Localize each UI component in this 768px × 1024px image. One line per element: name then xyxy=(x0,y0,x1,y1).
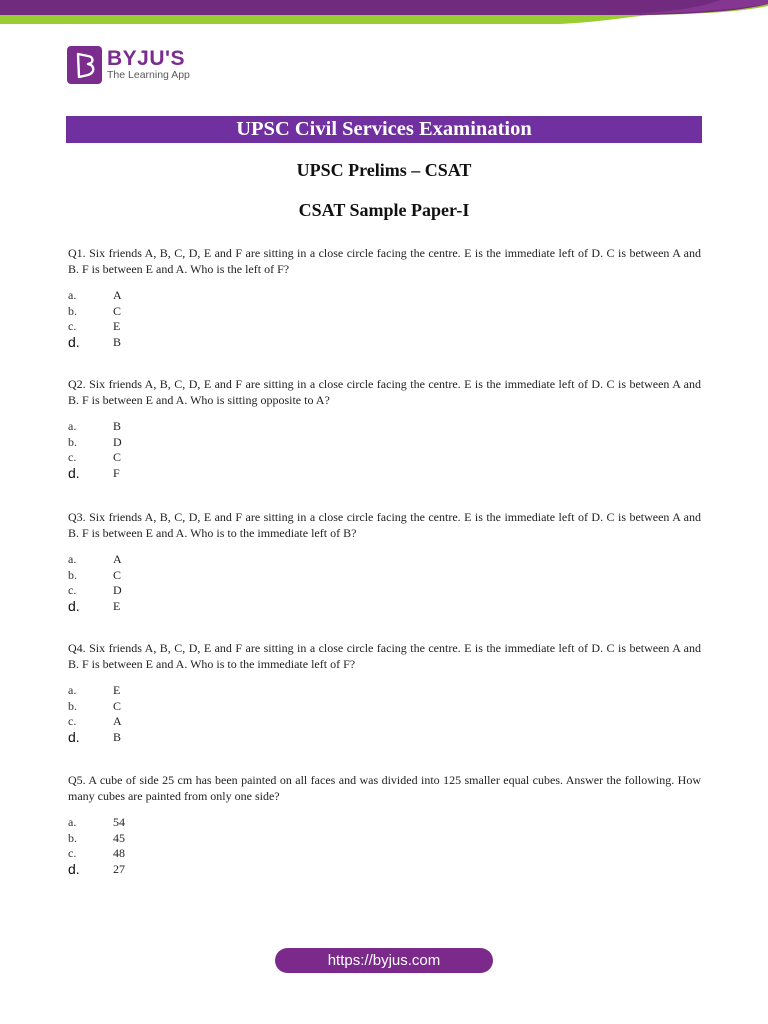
option-c xyxy=(68,846,701,862)
option-letter: d. xyxy=(68,334,80,351)
option-letter: b. xyxy=(68,303,77,318)
option-letter: d. xyxy=(68,465,80,482)
option-letter: b. xyxy=(68,698,77,713)
brand-name: BYJU'S xyxy=(107,46,186,70)
question-4 xyxy=(68,641,701,745)
paper-subtitle: UPSC Prelims – CSAT xyxy=(296,160,472,180)
question-text: Q5. A cube of side 25 cm has been painted on all faces and was divided into 125 smaller equal cubes. Answer the following. How many cubes are painted from only one side? xyxy=(68,773,701,803)
question-2 xyxy=(68,377,701,481)
option-a xyxy=(68,419,701,435)
options-list xyxy=(68,683,701,745)
option-b xyxy=(68,568,701,584)
question-text: Q1. Six friends A, B, C, D, E and F are sitting in a close circle facing the centre. E is the immediate left of D. C is between A and B. F is between E and A. Who is the left of F? xyxy=(68,246,701,276)
option-value: F xyxy=(113,465,120,480)
options-list xyxy=(68,288,701,350)
option-d xyxy=(68,335,701,351)
option-c xyxy=(68,583,701,599)
option-value: E xyxy=(113,598,121,613)
option-letter: c. xyxy=(68,846,77,861)
question-text: Q2. Six friends A, B, C, D, E and F are sitting in a close circle facing the centre. E is the immediate left of D. C is between A and B. F is between E and A. Who is sitting opposite to A? xyxy=(68,377,701,407)
option-value: C xyxy=(113,303,122,318)
option-b xyxy=(68,435,701,451)
option-letter: b. xyxy=(68,830,77,845)
option-value: 48 xyxy=(113,846,125,861)
option-b xyxy=(68,831,701,847)
option-a xyxy=(68,815,701,831)
option-value: C xyxy=(113,567,122,582)
options-list xyxy=(68,815,701,877)
option-letter: b. xyxy=(68,434,77,449)
option-letter: a. xyxy=(68,288,77,303)
footer-url: https://byjus.com xyxy=(327,952,441,969)
exam-title-bar xyxy=(66,116,702,143)
option-value: A xyxy=(113,714,122,729)
option-letter: c. xyxy=(68,714,77,729)
option-b xyxy=(68,699,701,715)
option-letter: a. xyxy=(68,552,77,567)
option-d xyxy=(68,466,701,482)
option-letter: a. xyxy=(68,419,77,434)
option-a xyxy=(68,288,701,304)
option-c xyxy=(68,450,701,466)
option-c xyxy=(68,319,701,335)
option-value: 54 xyxy=(113,815,125,830)
option-value: D xyxy=(113,583,122,598)
option-d xyxy=(68,730,701,746)
option-a xyxy=(68,552,701,568)
question-3 xyxy=(68,510,701,614)
option-b xyxy=(68,304,701,320)
option-letter: d. xyxy=(68,861,80,878)
brand-tagline: The Learning App xyxy=(107,68,190,81)
option-letter: c. xyxy=(68,583,77,598)
question-text: Q3. Six friends A, B, C, D, E and F are sitting in a close circle facing the centre. E is the immediate left of D. C is between A and B. F is between E and A. Who is to the immediate left of B? xyxy=(68,510,701,540)
option-d xyxy=(68,599,701,615)
option-letter: b. xyxy=(68,567,77,582)
option-value: A xyxy=(113,288,122,303)
option-letter: d. xyxy=(68,729,80,746)
option-value: 27 xyxy=(113,861,125,876)
option-value: A xyxy=(113,552,122,567)
option-a xyxy=(68,683,701,699)
top-banner-decoration xyxy=(0,0,768,28)
option-value: C xyxy=(113,698,122,713)
option-value: C xyxy=(113,450,122,465)
option-letter: a. xyxy=(68,683,77,698)
byjus-b-icon xyxy=(67,46,102,84)
option-value: D xyxy=(113,434,122,449)
option-letter: c. xyxy=(68,450,77,465)
option-value: E xyxy=(113,319,121,334)
option-letter: a. xyxy=(68,815,77,830)
option-c xyxy=(68,714,701,730)
option-letter: d. xyxy=(68,598,80,615)
exam-title: UPSC Civil Services Examination xyxy=(236,118,532,140)
question-1 xyxy=(68,246,701,350)
options-list xyxy=(68,419,701,481)
option-value: B xyxy=(113,729,122,744)
option-value: 45 xyxy=(113,830,125,845)
footer-url-link[interactable] xyxy=(275,948,493,973)
option-value: B xyxy=(113,334,122,349)
options-list xyxy=(68,552,701,614)
question-text: Q4. Six friends A, B, C, D, E and F are sitting in a close circle facing the centre. E is the immediate left of D. C is between A and B. F is between E and A. Who is to the immediate left of F? xyxy=(68,641,701,671)
option-value: E xyxy=(113,683,121,698)
option-letter: c. xyxy=(68,319,77,334)
paper-title: CSAT Sample Paper-I xyxy=(298,200,470,220)
option-d xyxy=(68,862,701,878)
byjus-logo xyxy=(67,45,190,85)
option-value: B xyxy=(113,419,122,434)
question-5 xyxy=(68,773,701,877)
